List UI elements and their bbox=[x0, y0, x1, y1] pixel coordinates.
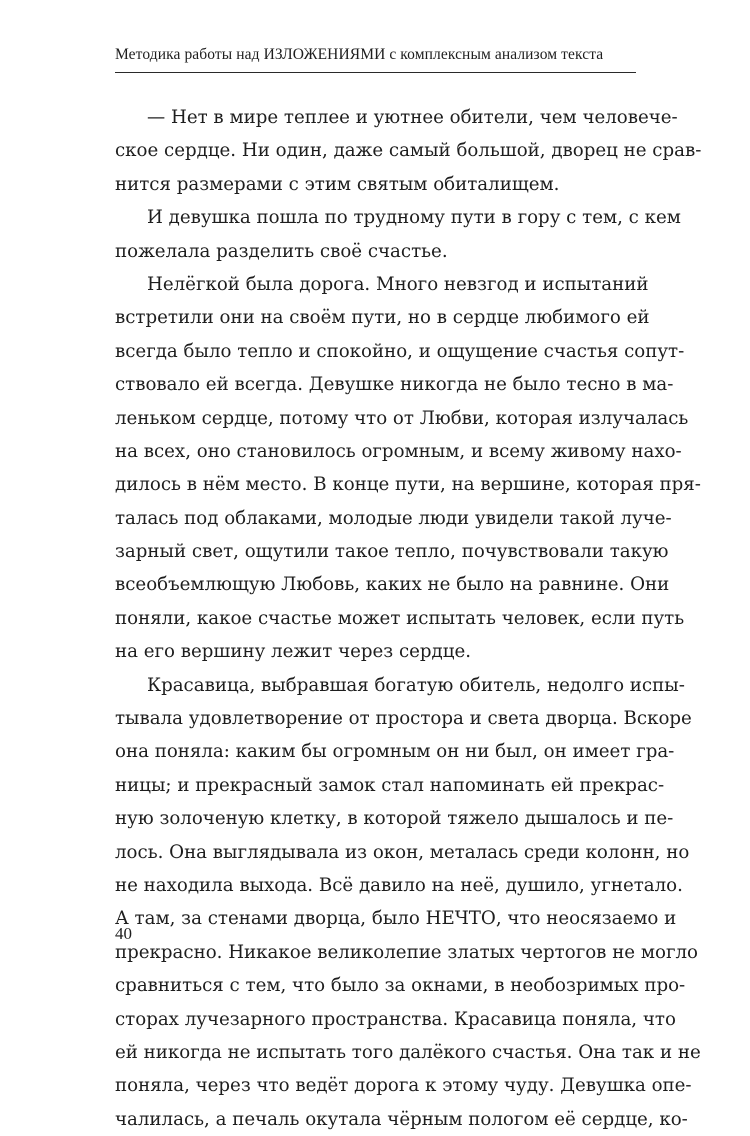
text-line: тывала удовлетворение от простора и света дворца. Вскоре bbox=[115, 708, 692, 730]
header-rule bbox=[115, 72, 636, 73]
text-line: поняли, какое счастье может испытать человек, если путь bbox=[115, 607, 685, 629]
text-line: сторах лучезарного пространства. Красавица поняла, что bbox=[115, 1008, 676, 1030]
text-line: всеобъемлющую Любовь, каких не было на равнине. Они bbox=[115, 574, 670, 596]
running-header: Методика работы над ИЗЛОЖЕНИЯМИ с комплексным анализом текста bbox=[115, 46, 604, 63]
text-line: чалилась, а печаль окутала чёрным пологом её сердце, ко- bbox=[115, 1108, 688, 1130]
text-line: И девушка пошла по трудному пути в гору с тем, с кем bbox=[147, 207, 681, 229]
text-line: леньком сердце, потому что от Любви, которая излучалась bbox=[115, 407, 689, 429]
text-line: не находила выхода. Всё давило на неё, душило, угнетало. bbox=[115, 874, 683, 896]
text-line: Красавица, выбравшая богатую обитель, недолго испы- bbox=[147, 674, 685, 696]
text-line: всегда было тепло и спокойно, и ощущение счастья сопут- bbox=[115, 340, 685, 362]
text-line: встретили они на своём пути, но в сердце любимого ей bbox=[115, 307, 650, 329]
text-line: ствовало ей всегда. Девушке никогда не было тесно в ма- bbox=[115, 374, 674, 396]
text-line: А там, за стенами дворца, было НЕЧТО, что неосязаемо и bbox=[115, 908, 677, 930]
text-line: поняла, через что ведёт дорога к этому чуду. Девушка опе- bbox=[115, 1075, 692, 1097]
page-number: 40 bbox=[115, 924, 132, 943]
text-line: ницы; и прекрасный замок стал напоминать ей прекрас- bbox=[115, 774, 665, 796]
text-line: ей никогда не испытать того далёкого счастья. Она так и не bbox=[115, 1041, 701, 1063]
text-line: сравниться с тем, что было за окнами, в необозримых про- bbox=[115, 975, 686, 997]
text-line: она поняла: каким бы огромным он ни был, он имеет гра- bbox=[115, 741, 675, 763]
text-line: ную золоченую клетку, в которой тяжело дышалось и пе- bbox=[115, 808, 674, 830]
text-line: на всех, оно становилось огромным, и всему живому нахо- bbox=[115, 440, 682, 462]
text-line: на его вершину лежит через сердце. bbox=[115, 641, 471, 663]
body-text bbox=[115, 101, 702, 1136]
text-line: талась под облаками, молодые люди увидели такой луче- bbox=[115, 507, 672, 529]
text-line: ское сердце. Ни один, даже самый большой, дворец не срав- bbox=[115, 140, 702, 162]
text-line: прекрасно. Никакое великолепие златых чертогов не могло bbox=[115, 941, 698, 963]
text-line: лось. Она выглядывала из окон, металась среди колонн, но bbox=[115, 841, 690, 863]
text-line: — Нет в мире теплее и уютнее обители, чем человече- bbox=[147, 107, 678, 128]
text-line: зарный свет, ощутили такое тепло, почувствовали такую bbox=[115, 541, 669, 563]
text-line: Нелёгкой была дорога. Много невзгод и испытаний bbox=[147, 273, 649, 295]
text-line: дилось в нём место. В конце пути, на вершине, которая пря- bbox=[115, 474, 701, 496]
text-line: пожелала разделить своё счастье. bbox=[115, 240, 448, 262]
text-line: нится размерами с этим святым обиталищем. bbox=[115, 173, 560, 195]
